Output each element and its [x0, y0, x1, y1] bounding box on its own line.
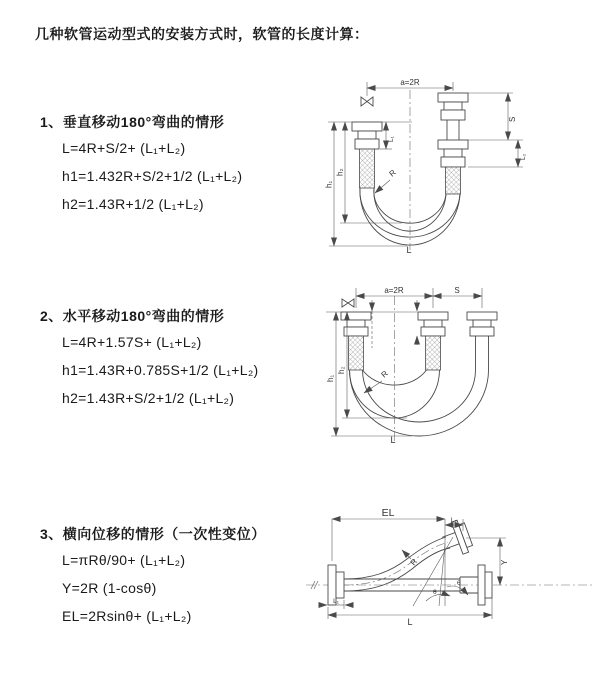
- left-braid-section: [360, 149, 375, 188]
- left-flange: [352, 122, 382, 149]
- section1-heading: 1、垂直移动180°弯曲的情形: [40, 114, 225, 130]
- page-title: 几种软管运动型式的安装方式时，软管的长度计算：: [35, 26, 369, 42]
- valve-icon: [342, 299, 354, 307]
- dim-l2: [518, 140, 527, 167]
- right-flange: [478, 565, 492, 605]
- label-length: L: [406, 245, 412, 254]
- dim-l1: [320, 598, 352, 609]
- label-length: L: [407, 617, 413, 627]
- right-flange-upper: [438, 93, 468, 120]
- left-flange: [341, 312, 371, 336]
- label-l2: L₂: [520, 153, 527, 160]
- section2-heading: 2、水平移动180°弯曲的情形: [40, 308, 225, 324]
- section3-formula-L: L=πRθ/90+ (L₁+L₂): [62, 552, 186, 568]
- s-curve-hose: [344, 537, 450, 591]
- section2-formula-h2: h2=1.43R+S/2+1/2 (L₁+L₂): [62, 390, 235, 406]
- label-r: R: [387, 167, 398, 179]
- label-r: R: [408, 557, 420, 568]
- section2-formula-L: L=4R+1.57S+ (L₁+L₂): [62, 334, 202, 350]
- label-h1: h₁: [324, 180, 334, 188]
- section3-formula-Y: Y=2R (1-cosθ): [62, 580, 157, 596]
- section1-formula-h1: h1=1.432R+S/2+1/2 (L₁+L₂): [62, 168, 243, 184]
- label-r: R: [379, 368, 390, 380]
- fitting-arrows: [372, 300, 417, 348]
- angle-arcs: [426, 580, 468, 601]
- right-braid-section: [446, 167, 461, 194]
- dim-span-a2r: [356, 286, 482, 308]
- right-pipe: [476, 336, 489, 370]
- radius-leader: [375, 168, 398, 193]
- right-pipe: [447, 120, 459, 140]
- section3-heading: 3、横向位移的情形（一次性变位）: [40, 526, 266, 542]
- right-flange-lower: [438, 140, 468, 167]
- label-theta2: θ: [457, 580, 461, 587]
- right-flange: [467, 312, 497, 336]
- label-span: a=2R: [400, 78, 420, 87]
- label-l1: L₁: [333, 598, 339, 605]
- label-h2: h₂: [335, 168, 345, 176]
- diagram-lateral-displacement: [300, 503, 600, 638]
- label-l1: L₁: [388, 136, 395, 142]
- label-h2: h₂: [337, 366, 346, 374]
- label-span: a=2R: [384, 286, 404, 295]
- label-s: S: [508, 116, 517, 122]
- section2-formula-h1: h1=1.43R+0.785S+1/2 (L₁+L₂): [62, 362, 259, 378]
- section3-formula-EL: EL=2Rsinθ+ (L₁+L₂): [62, 608, 192, 624]
- diagram-vertical-u-bend: [312, 76, 592, 254]
- radius-leader: [402, 550, 419, 567]
- middle-flange: [418, 312, 448, 336]
- label-l2: L₂: [450, 517, 458, 524]
- hose-u-curves: [350, 370, 489, 436]
- dim-s: [468, 93, 523, 167]
- middle-braid-section: [426, 336, 441, 370]
- left-braid-section: [349, 336, 364, 370]
- dim-length: [328, 598, 492, 627]
- diagram-horizontal-u-bend: [312, 282, 600, 452]
- label-theta: θ: [433, 589, 437, 596]
- valve-icon: [361, 97, 373, 106]
- label-y: Y: [500, 559, 509, 565]
- label-el: EL: [381, 507, 395, 519]
- section1-formula-h2: h2=1.43R+1/2 (L₁+L₂): [62, 196, 204, 212]
- label-h1: h₁: [326, 374, 335, 382]
- label-s: S: [454, 286, 460, 295]
- dim-s: [433, 286, 482, 296]
- label-length: L: [390, 435, 396, 445]
- section1-formula-L: L=4R+S/2+ (L₁+L₂): [62, 140, 186, 156]
